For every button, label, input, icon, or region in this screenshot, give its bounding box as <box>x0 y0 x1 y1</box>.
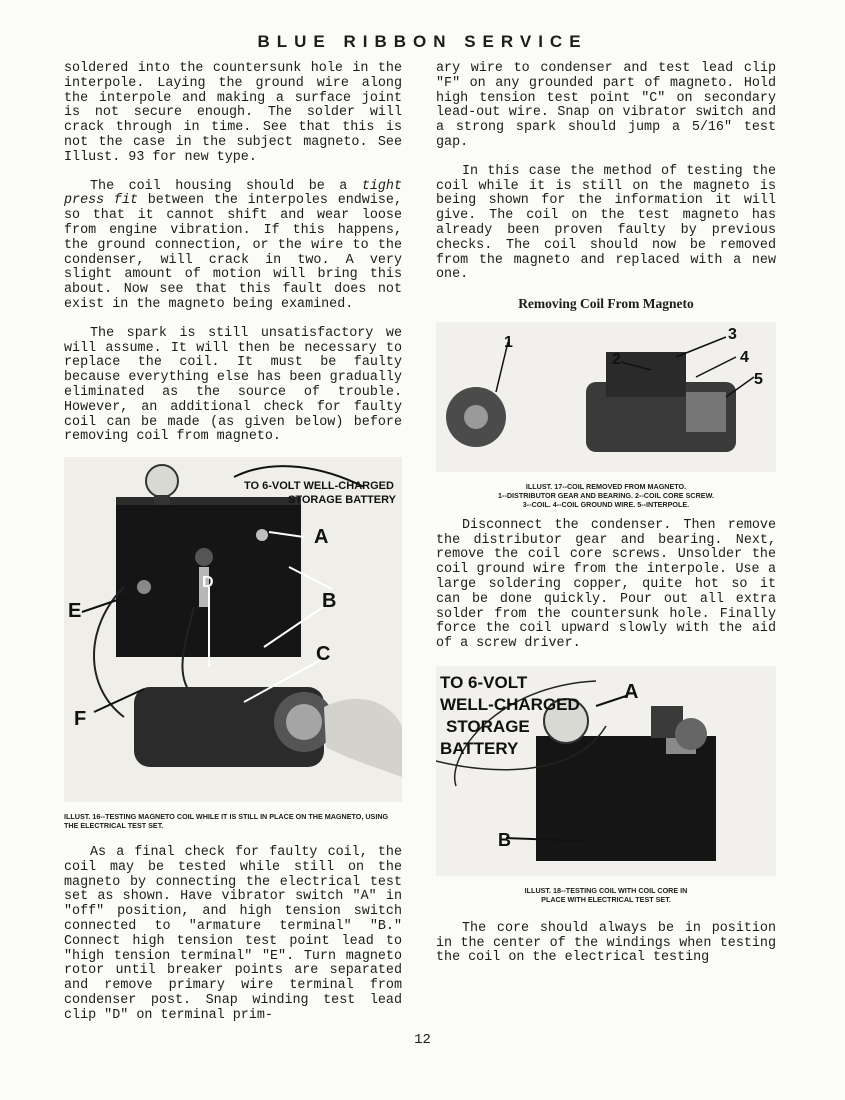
fig18-label-1: TO 6-VOLT <box>440 672 528 692</box>
fig16-label-f: F <box>74 708 87 731</box>
left-paragraph-3: The spark is still unsatisfactory we will assume. It will then be necessary to replace the coil. It must be faulty because everything else has been gradually eliminated as the source of trouble. However, an additional check for faulty coil can be made (as given below) before removing coil from magneto. <box>64 325 402 445</box>
illustration-18-caption: ILLUST. 18--TESTING COIL WITH COIL CORE IN PLACE WITH ELECTRICAL TEST SET. <box>524 885 688 904</box>
left-paragraph-1: soldered into the countersunk hole in the interpole. Laying the ground wire along the interpole and making a surface joint is not secure enough. The solder will crack through in time. See that this is not the case in the subject magneto. See Illust. 93 for new type. <box>64 61 402 165</box>
fig17-label-4: 4 <box>740 348 749 366</box>
left-paragraph-2: The coil housing should be a tight press fit between the interpoles endwise, so that it cannot shift and wear loose from engine vibration. If this happens, the ground connection, or the wire to the condenser, will crack in two. A very slight amount of motion will bring this about. Now see that this fault does not exist in the magneto being examined. <box>64 178 402 312</box>
illustration-17-photo <box>436 322 776 472</box>
fig16-label-b: B <box>322 590 337 613</box>
running-header: BLUE RIBBON SERVICE <box>257 32 588 51</box>
fig17-label-5: 5 <box>754 370 763 388</box>
illustration-16-caption: ILLUST. 16--TESTING MAGNETO COIL WHILE IT IS STILL IN PLACE ON THE MAGNETO, USING THE ELECTRICAL TEST SET. <box>64 811 389 830</box>
right-paragraph-4: The core should always be in position in the center of the windings when testing the coil on the electrical testing <box>436 920 776 966</box>
fig16-battery-label-2: STORAGE BATTERY <box>288 494 396 507</box>
illustration-16 <box>64 457 402 830</box>
fig16-battery-label-1: TO 6-VOLT WELL-CHARGED <box>244 480 394 493</box>
fig18-label-b: B <box>498 829 511 850</box>
fig17-label-3: 3 <box>728 325 737 343</box>
fig17-label-2: 2 <box>612 350 621 368</box>
illustration-18-photo <box>436 666 776 876</box>
fig18-label-3: STORAGE <box>446 716 530 736</box>
fig16-label-d: D <box>202 574 214 592</box>
fig18-label-a: A <box>624 680 639 703</box>
right-paragraph-1: ary wire to condenser and test lead clip "F" on any grounded part of magneto. Hold high tension test point "C" on secondary lead-out wire. Snap on vibrator switch and a strong spark should jump a 5/16" test gap. <box>436 61 776 150</box>
fig18-label-4: BATTERY <box>440 738 519 758</box>
fig16-label-c: C <box>316 643 331 666</box>
fig18-label-2: WELL-CHARGED <box>440 694 580 714</box>
fig16-label-e: E <box>68 600 82 623</box>
section-heading: Removing Coil From Magneto <box>518 296 694 312</box>
fig17-label-1: 1 <box>504 333 513 351</box>
illustration-17-caption: ILLUST. 17--COIL REMOVED FROM MAGNETO. 1--DISTRIBUTOR GEAR AND BEARING. 2--COIL CORE SCREW. 3--COIL. 4--COIL GROUND WIRE. 5--INTERPOLE. <box>498 481 714 509</box>
right-paragraph-2: In this case the method of testing the coil while it is still on the magneto is being shown for the information it will give. The coil on the test magneto has already been proven faulty by previous checks. The coil should now be removed from the magneto and replaced with a new one. <box>436 163 776 283</box>
illustration-18 <box>436 666 776 904</box>
fig16-label-a: A <box>314 526 329 549</box>
emphasis-tight-press-fit: tight press fit <box>64 178 402 209</box>
left-column <box>64 62 402 1037</box>
illustration-16-photo <box>64 457 402 802</box>
right-paragraph-3: Disconnect the condenser. Then remove the distributor gear and bearing. Next, remove the coil core screws. Unsolder the coil ground wire from the interpole. Use a large soldering copper, quite hot so it can be done quickly. Pour out all extra solder from the countersunk hole. Finally force the coil upward slowly with the aid of a screw driver. <box>436 517 776 652</box>
page-number: 12 <box>414 1032 431 1048</box>
right-column <box>436 62 776 980</box>
left-paragraph-4: As a final check for faulty coil, the coil may be tested while still on the magneto by connecting the electrical test set as shown. Have vibrator switch "A" in "off" position, and high tension switch connected to "armature terminal" "B." Connect high tension test point lead to "high tension terminal" "E". Turn magneto rotor until breaker points are separated and remove primary wire terminal from condenser post. Snap winding test lead clip "D" on terminal prim- <box>64 844 402 1023</box>
illustration-17 <box>436 322 776 509</box>
